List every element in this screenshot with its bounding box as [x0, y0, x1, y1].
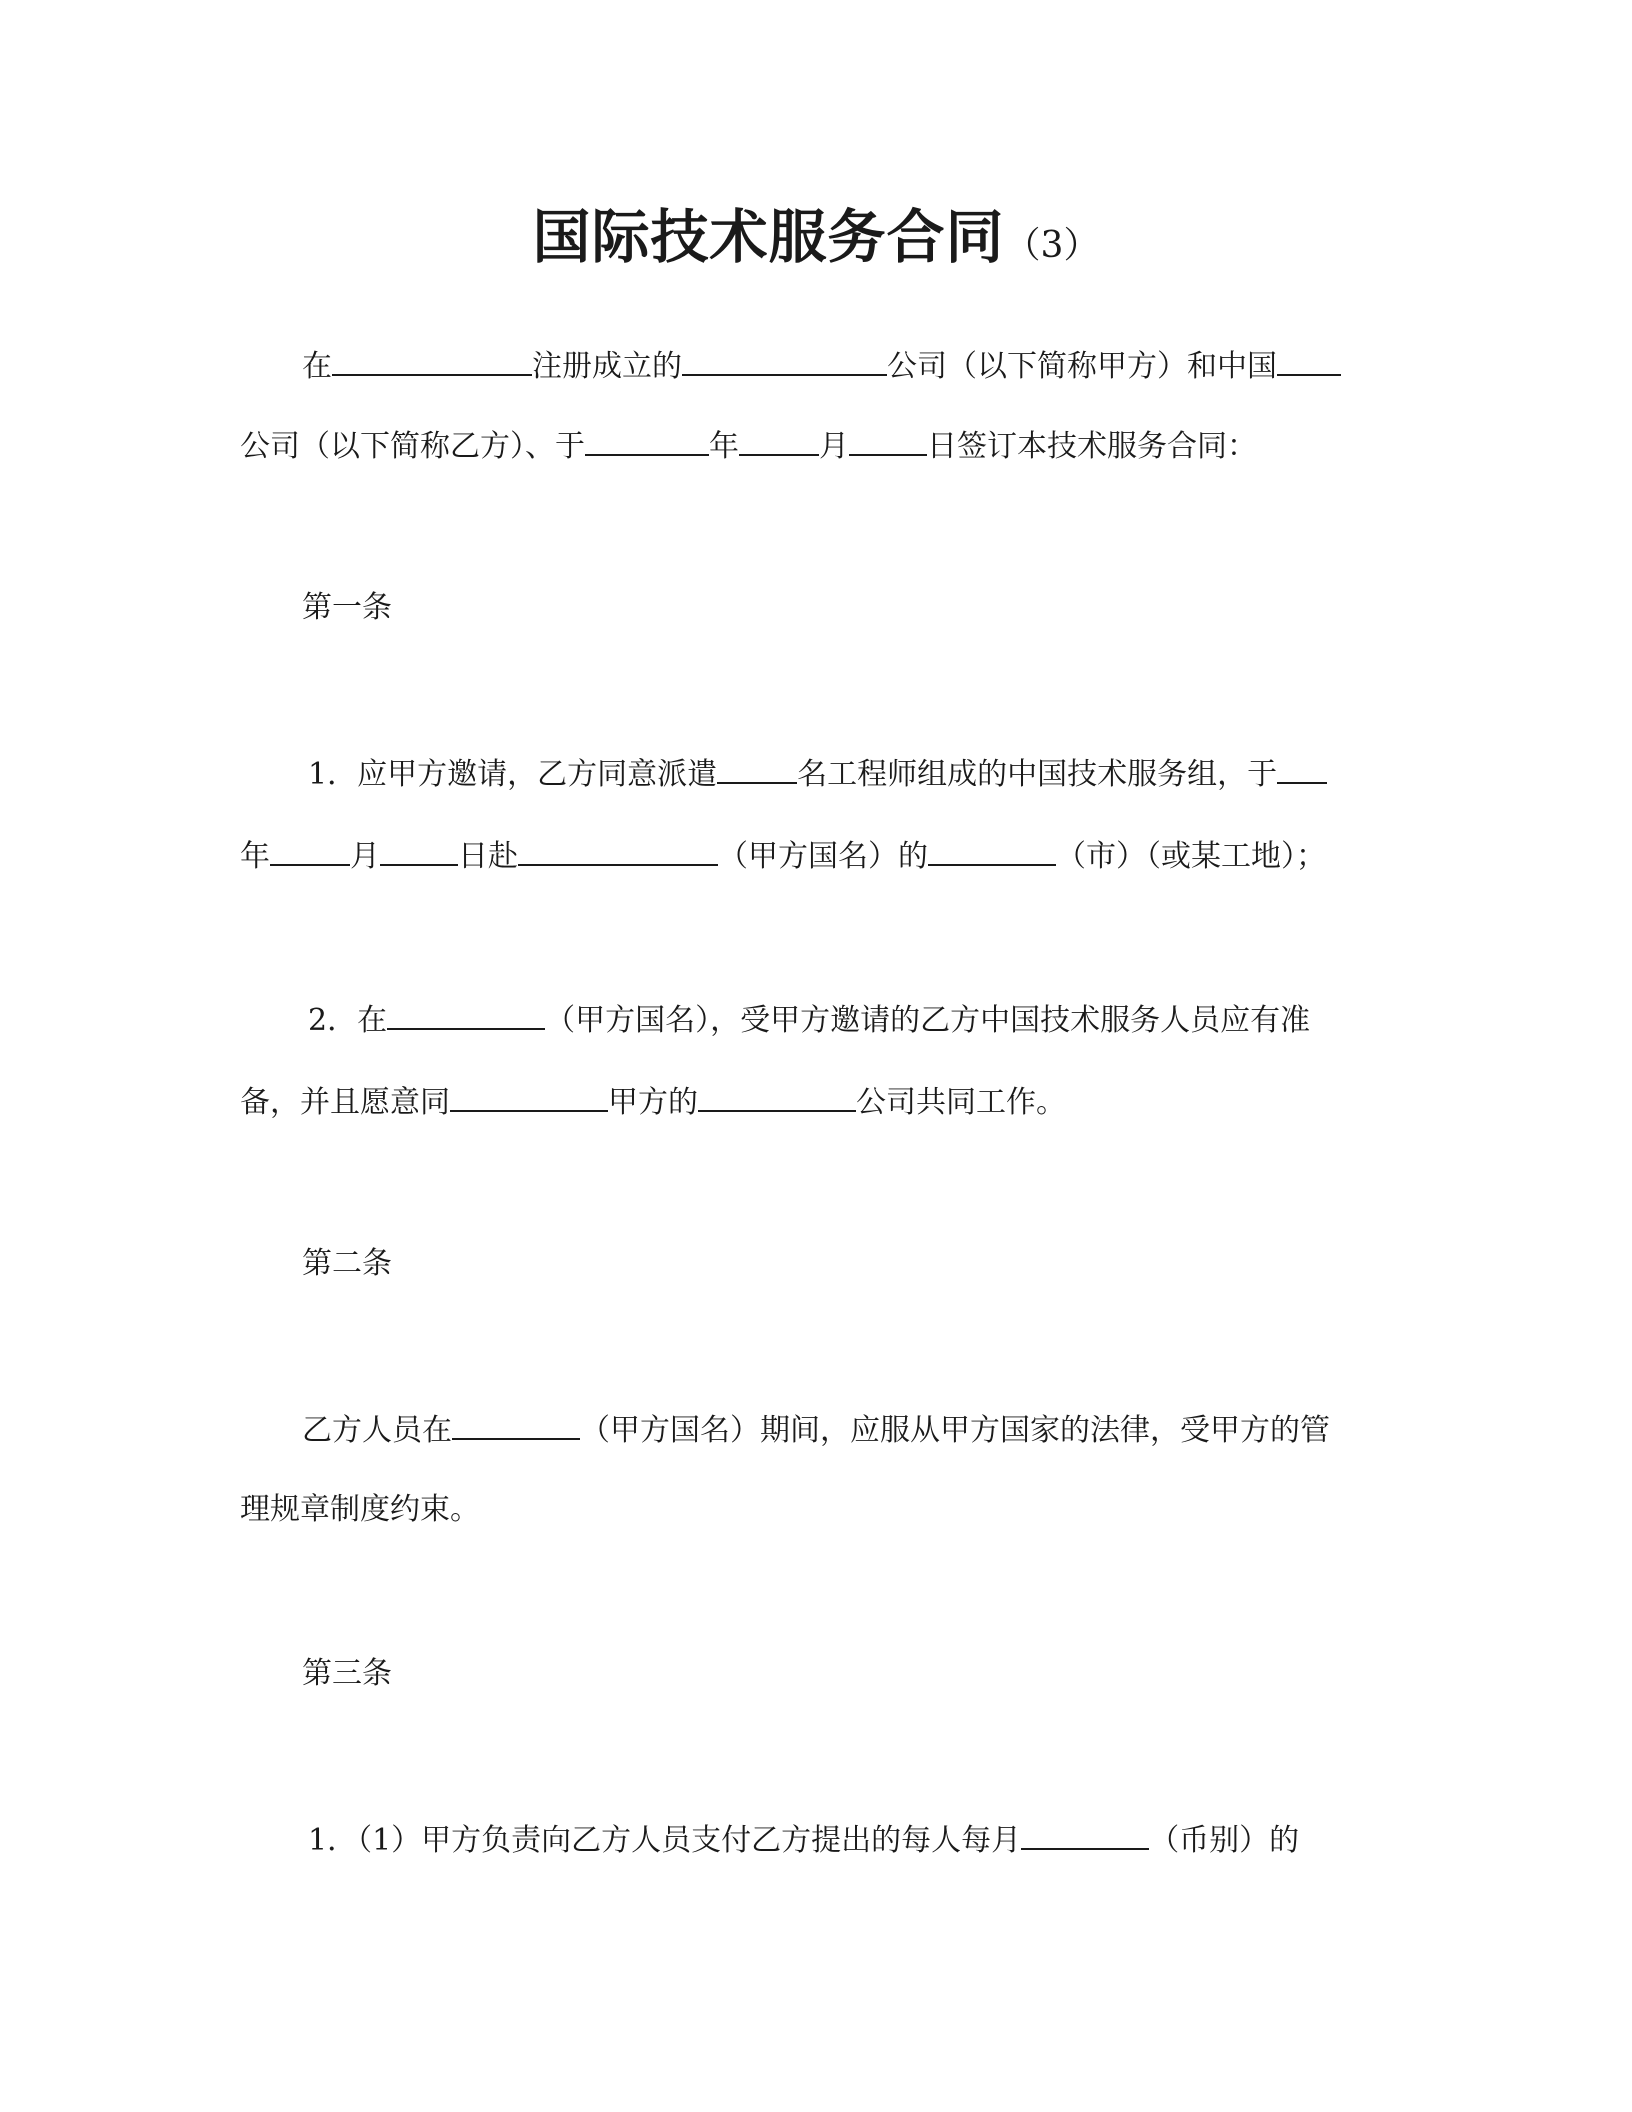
blank-field [585, 424, 709, 456]
blank-field [1021, 1818, 1149, 1850]
blank-field [928, 834, 1056, 866]
document-title [0, 190, 1632, 274]
blank-field [682, 344, 887, 376]
title-main: 国际技术服务合同 [532, 203, 1005, 271]
blank-field [849, 424, 927, 456]
blank-field [717, 752, 797, 784]
blank-field [1277, 752, 1327, 784]
title-number: （3） [1004, 225, 1100, 266]
blank-field [518, 834, 718, 866]
blank-field [387, 998, 545, 1030]
article-1-para-2-line-2: 备，并且愿意同 甲方的 公司共同工作。 [240, 1080, 1066, 1123]
blank-field [698, 1080, 856, 1112]
blank-field [450, 1080, 608, 1112]
article-1-para-1-line-2: 年 月 日赴 （甲方国名）的 （市）（或某工地）； [240, 834, 1326, 877]
blank-field [739, 424, 819, 456]
article-1-heading: 第一条 [302, 590, 392, 625]
article-2-para-1-line-2: 理规章制度约束。 [240, 1492, 480, 1527]
intro-line-1: 在 注册成立的 公司（以下简称甲方）和中国 [302, 344, 1341, 387]
intro-line-2: 公司（以下简称乙方）、于 年 月 日签订本技术服务合同： [240, 424, 1257, 467]
blank-field [270, 834, 350, 866]
article-2-para-1-line-1: 乙方人员在 （甲方国名）期间，应服从甲方国家的法律，受甲方的管 [302, 1408, 1330, 1451]
blank-field [452, 1408, 580, 1440]
blank-field [1277, 344, 1341, 376]
article-3-heading: 第三条 [302, 1656, 392, 1691]
article-1-para-2-line-1: 2．在 （甲方国名），受甲方邀请的乙方中国技术服务人员应有准 [308, 998, 1310, 1041]
article-3-para-1-line-1: 1．（1）甲方负责向乙方人员支付乙方提出的每人每月 （币别）的 [308, 1818, 1299, 1861]
article-1-para-1-line-1: 1．应甲方邀请，乙方同意派遣 名工程师组成的中国技术服务组，于 [308, 752, 1327, 795]
blank-field [332, 344, 532, 376]
article-2-heading: 第二条 [302, 1246, 392, 1281]
blank-field [380, 834, 458, 866]
